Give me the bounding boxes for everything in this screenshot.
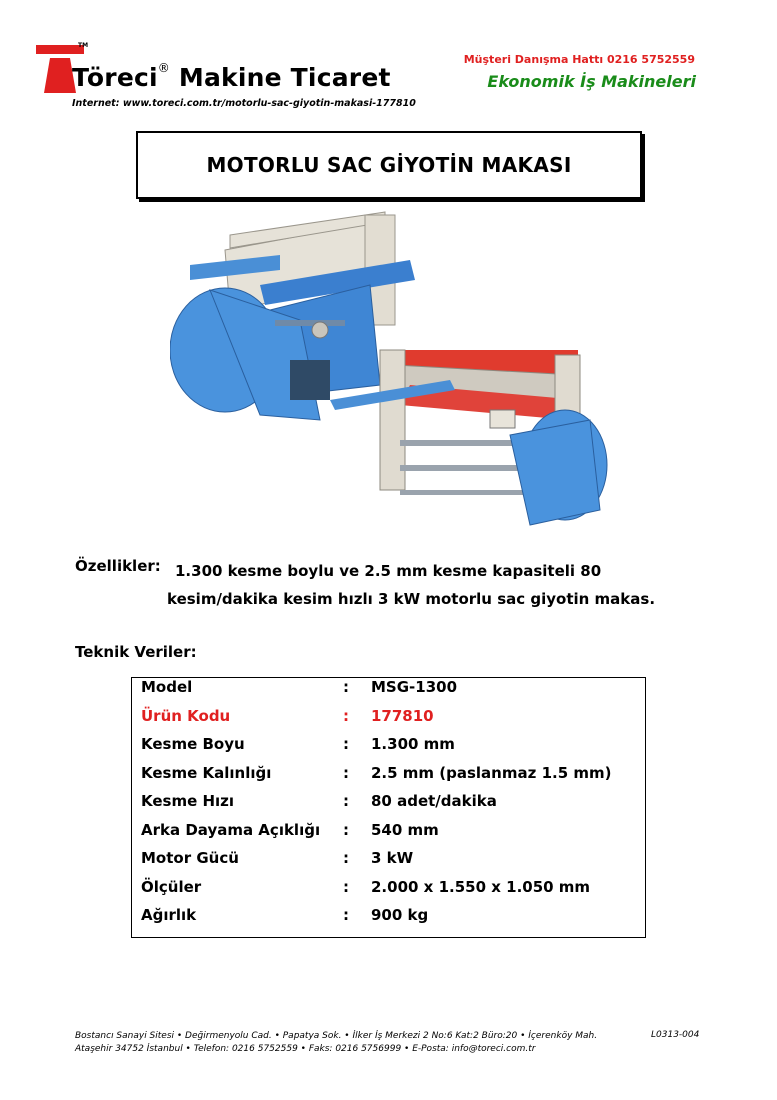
spec-value: 900 kg	[371, 906, 429, 924]
website-url: Internet: www.toreci.com.tr/motorlu-sac-giyotin-makasi-177810	[72, 98, 416, 109]
spec-key: Ölçüler	[141, 877, 202, 896]
spec-row-dimensions	[132, 878, 645, 907]
footer-address	[75, 1030, 597, 1056]
spec-sep: :	[343, 678, 349, 696]
spec-key: Kesme Kalınlığı	[141, 763, 272, 782]
spec-key: Motor Gücü	[141, 849, 239, 867]
spec-sep: :	[343, 792, 349, 810]
spec-sep: :	[343, 906, 349, 924]
spec-sep: :	[343, 877, 349, 896]
spec-value: 3 kW	[371, 849, 414, 867]
spec-row-cut-length	[132, 735, 645, 764]
spec-key: Model	[141, 678, 193, 696]
features-line-1: 1.300 kesme boylu ve 2.5 mm kesme kapasiteli 80	[175, 562, 602, 580]
spec-sep: :	[343, 763, 349, 782]
technical-data-label: Teknik Veriler:	[75, 643, 197, 661]
spec-row-cut-thickness	[132, 764, 645, 793]
brand-name: Töreci® Makine Ticaret	[72, 61, 391, 92]
spec-row-model	[132, 678, 645, 707]
spec-key: Kesme Boyu	[141, 735, 245, 753]
product-photo	[170, 210, 610, 530]
spec-value: 2.5 mm (paslanmaz 1.5 mm)	[371, 763, 612, 782]
features-line-2: kesim/dakika kesim hızlı 3 kW motorlu sac giyotin makas.	[167, 590, 656, 608]
spec-value: 2.000 x 1.550 x 1.050 mm	[371, 877, 591, 896]
product-title: MOTORLU SAC GİYOTİN MAKASI	[206, 153, 572, 177]
spec-sep: :	[343, 735, 349, 753]
spec-row-motor-power	[132, 849, 645, 878]
document-id: L0313-004	[651, 1030, 700, 1040]
spec-key: Ürün Kodu	[141, 706, 231, 725]
spec-sep: :	[343, 849, 349, 867]
company-slogan: Ekonomik İş Makineleri	[487, 72, 696, 91]
spec-key: Kesme Hızı	[141, 792, 235, 810]
spec-row-product-code	[132, 707, 645, 736]
guillotine-machine-1	[170, 212, 415, 420]
spec-row-back-gauge	[132, 821, 645, 850]
spec-value: 1.300 mm	[371, 735, 455, 753]
trademark-symbol: TM	[78, 42, 89, 49]
spec-row-cut-speed	[132, 792, 645, 821]
features-label: Özellikler:	[75, 557, 161, 575]
spec-key: Arka Dayama Açıklığı	[141, 820, 321, 839]
registered-mark: ®	[157, 61, 170, 75]
spec-table	[131, 677, 646, 938]
spec-sep: :	[343, 820, 349, 839]
footer-line-2: Ataşehir 34752 İstanbul • Telefon: 0216 5752559 • Faks: 0216 5756999 • E-Posta: info@toreci.com.tr	[75, 1044, 536, 1054]
product-title-box	[136, 131, 642, 199]
footer-line-1: Bostancı Sanayi Sitesi • Değirmenyolu Cad. • Papatya Sok. • İlker İş Merkezi 2 No:6 Kat:2 Büro:20 • İçerenköy Mah.	[75, 1031, 598, 1041]
spec-value: 540 mm	[371, 820, 439, 839]
features-text	[167, 557, 715, 613]
spec-value: 177810	[371, 706, 434, 725]
spec-value: 80 adet/dakika	[371, 792, 497, 810]
customer-hotline: Müşteri Danışma Hattı 0216 5752559	[463, 53, 695, 66]
spec-key: Ağırlık	[141, 906, 197, 924]
spec-sep: :	[343, 706, 349, 725]
spec-row-weight	[132, 906, 645, 935]
spec-value: MSG-1300	[371, 678, 458, 696]
